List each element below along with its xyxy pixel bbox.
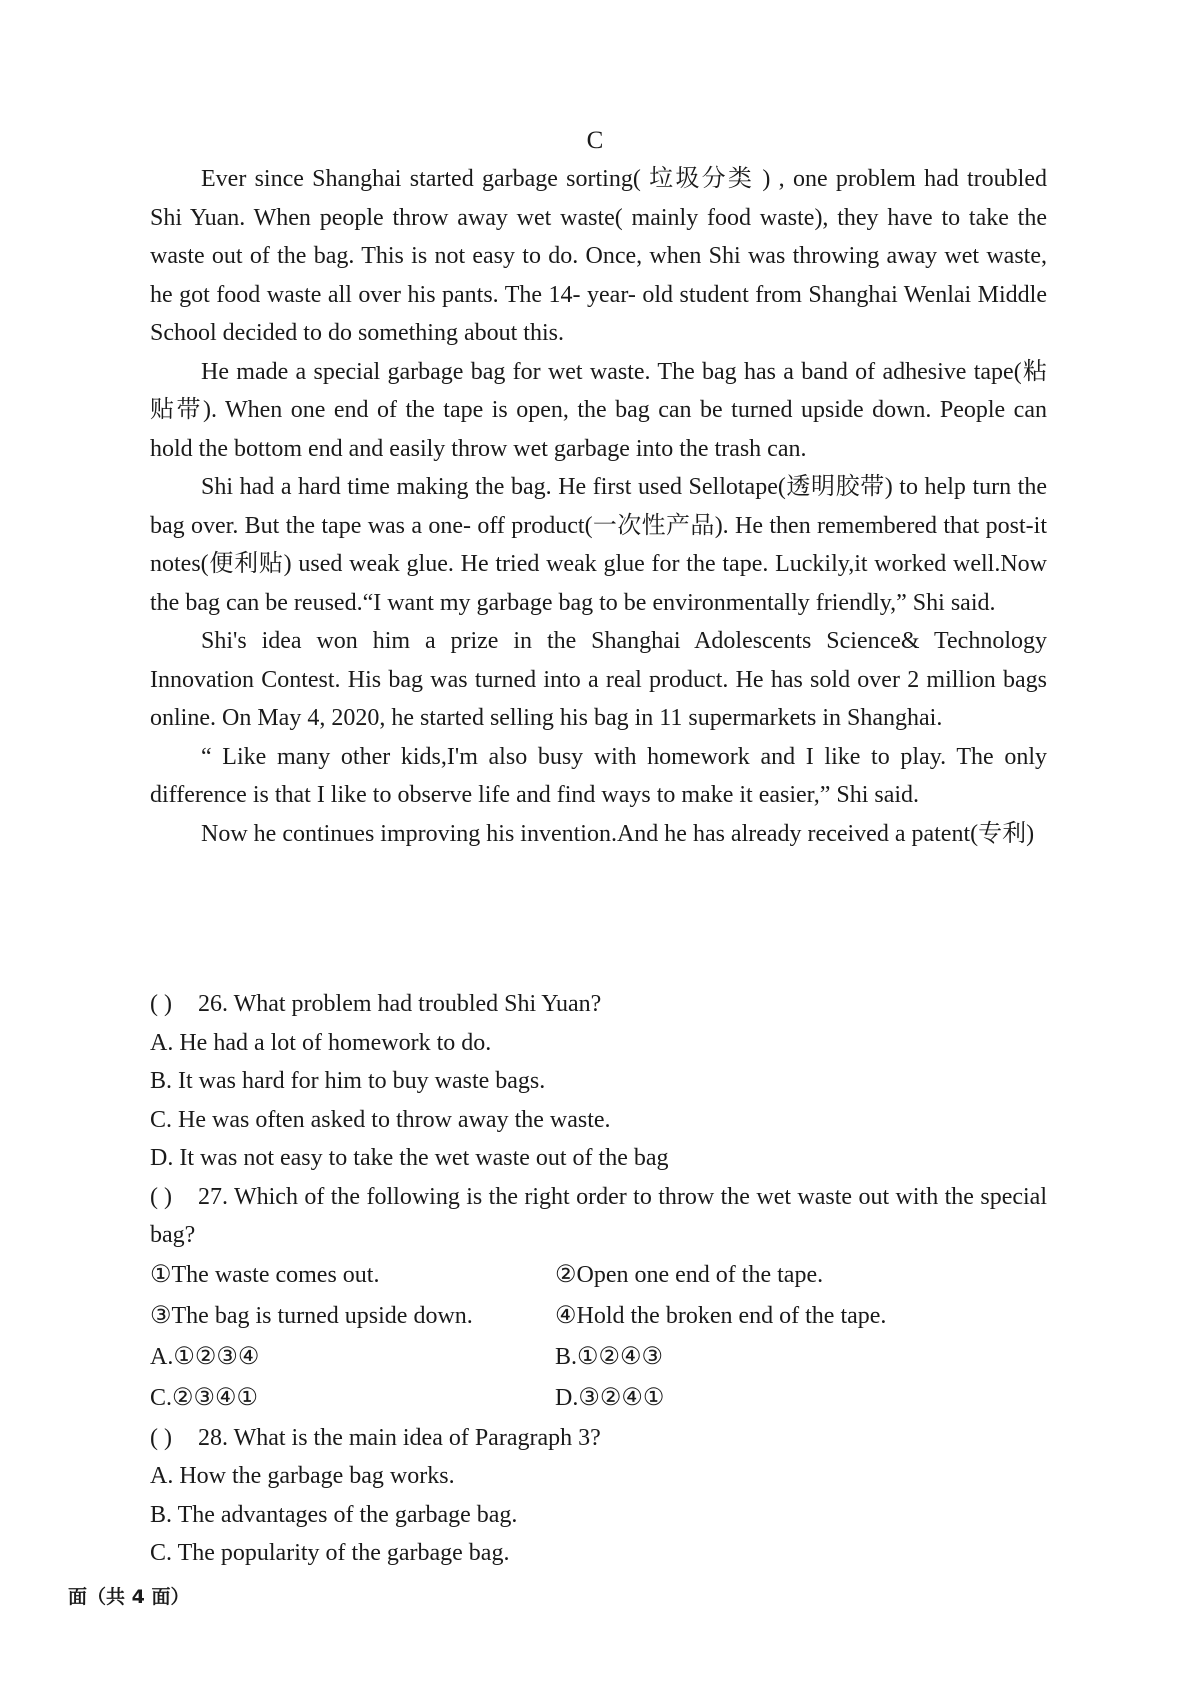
question-26-option-d: D. It was not easy to take the wet waste out of the bag bbox=[150, 1145, 669, 1171]
passage-paragraph-5: “ Like many other kids,I'm also busy with homework and I like to play. The only difference is that I like to observe life and find ways to make it easier,” Shi said. bbox=[150, 743, 1047, 808]
question-27-option-d: D.③②④① bbox=[555, 1384, 665, 1411]
questions-section bbox=[150, 985, 1047, 1573]
question-27-option-a: A.①②③④ bbox=[150, 1343, 260, 1370]
page-footer: 面（共 4 面） bbox=[68, 1586, 190, 1608]
question-26-option-a: A. He had a lot of homework to do. bbox=[150, 1029, 492, 1056]
passage-paragraph-4: Shi's idea won him a prize in the Shanghai Adolescents Science& Technology Innovation Contest. His bag was turned into a real product. He has sold over 2 million bags online. On May 4, 2020, he started selling his bag in 11 supermarkets in Shanghai. bbox=[150, 628, 1047, 731]
question-27-step-4: ④Hold the broken end of the tape. bbox=[555, 1302, 887, 1329]
question-27-options-row-1 bbox=[150, 1337, 1047, 1378]
question-26-prompt: What problem had troubled Shi Yuan? bbox=[233, 991, 602, 1017]
question-27-step-3: ③The bag is turned upside down. bbox=[150, 1302, 473, 1329]
section-heading: C bbox=[586, 127, 604, 154]
question-26 bbox=[150, 985, 1047, 1024]
question-27-number: 27. bbox=[198, 1183, 228, 1210]
question-27-steps-row-1 bbox=[150, 1255, 1047, 1296]
answer-bracket-28[interactable]: ( ) bbox=[150, 1424, 172, 1451]
question-26-option-c: C. He was often asked to throw away the waste. bbox=[150, 1106, 611, 1133]
question-27 bbox=[150, 1178, 1047, 1255]
question-28-option-c: C. The popularity of the garbage bag. bbox=[150, 1540, 510, 1566]
question-28-option-a: A. How the garbage bag works. bbox=[150, 1463, 455, 1489]
question-26-option-b: B. It was hard for him to buy waste bags. bbox=[150, 1068, 546, 1094]
question-28 bbox=[150, 1419, 1047, 1458]
question-27-options-row-2 bbox=[150, 1378, 1047, 1419]
passage-paragraph-2: He made a special garbage bag for wet waste. The bag has a band of adhesive tape(粘贴带). When one end of the tape is open, the bag can be turned upside down. People can hold the bottom end and easily throw wet garbage into the trash can. bbox=[150, 358, 1047, 462]
passage-paragraph-6: Now he continues improving his invention.And he has already received a patent(专利) bbox=[201, 820, 1035, 847]
question-27-step-2: ②Open one end of the tape. bbox=[555, 1261, 824, 1288]
answer-bracket-26[interactable]: ( ) bbox=[150, 991, 172, 1017]
question-27-steps-row-2 bbox=[150, 1296, 1047, 1337]
question-27-prompt: Which of the following is the right order to throw the wet waste out with the special bag? bbox=[150, 1183, 1047, 1248]
question-26-number: 26. bbox=[198, 991, 228, 1017]
passage-paragraph-1: Ever since Shanghai started garbage sorting( 垃圾分类 ) , one problem had troubled Shi Yuan. When people throw away wet waste( mainly food waste), they have to take the waste out of the bag. This is not easy to do. Once, when Shi was throwing away wet waste, he got food waste all over his pants. The 14- year- old student from Shanghai Wenlai Middle School decided to do something about this. bbox=[150, 166, 1047, 346]
question-28-prompt: What is the main idea of Paragraph 3? bbox=[233, 1424, 601, 1451]
question-27-option-b: B.①②④③ bbox=[555, 1343, 664, 1370]
passage-paragraph-3: Shi had a hard time making the bag. He first used Sellotape(透明胶带) to help turn the bag over. But the tape was a one- off product(一次性产品). He then remembered that post-it notes(便利贴) used weak glue. He tried weak glue for the tape. Luckily,it worked well.Now the bag can be reused.“I want my garbage bag to be environmentally friendly,” Shi said. bbox=[150, 474, 1047, 616]
answer-bracket-27[interactable]: ( ) bbox=[150, 1183, 172, 1210]
question-27-option-c: C.②③④① bbox=[150, 1384, 259, 1411]
question-28-option-b: B. The advantages of the garbage bag. bbox=[150, 1501, 518, 1528]
question-28-number: 28. bbox=[198, 1424, 228, 1451]
reading-passage bbox=[150, 160, 1047, 853]
question-27-step-1: ①The waste comes out. bbox=[150, 1261, 380, 1288]
